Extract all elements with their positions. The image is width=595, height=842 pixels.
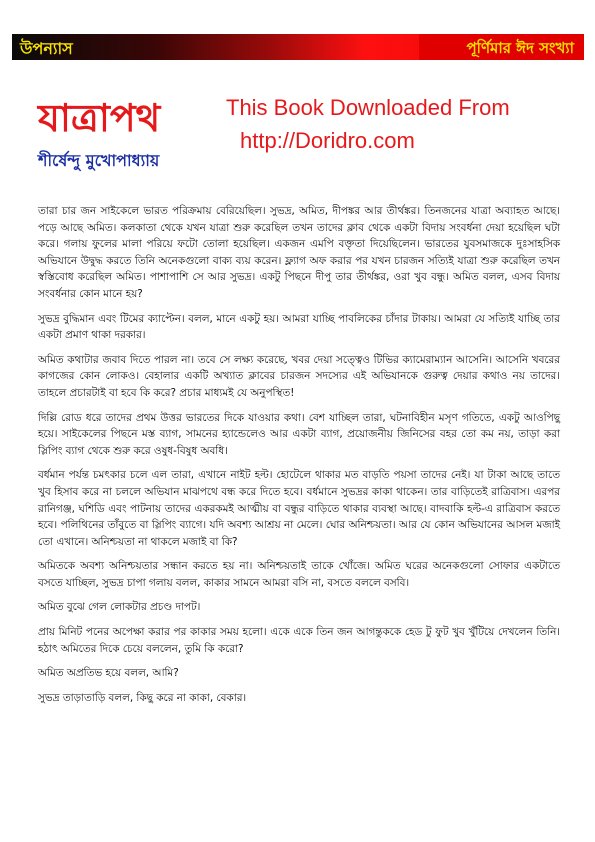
paragraph: সুভদ্র তাড়াতাড়ি বলল, কিছু করে না কাকা, বেকার।: [38, 691, 247, 704]
author-name: শীর্ষেন্দু মুখোপাধ্যায়: [38, 151, 160, 170]
paragraph: প্রায় মিনিট পনের অপেক্ষা করার পর কাকার সময় হলো। একে একে তিন জন আগন্তুককে হেড টু ফুট খুব খুঁটিয়ে দেখলেন তিনি। হঠাৎ অমিতের দিকে চেয়ে বললেন, তুমি কি করো?: [38, 626, 560, 655]
paragraph: অমিত বুঝে গেল লোকটার প্রচণ্ড দাপট।: [38, 601, 201, 614]
story-body: [38, 203, 560, 714]
paragraph: তারা চার জন সাইকেলে ভারত পরিক্রমায় বেরিয়েছিল। সুভদ্র, অমিত, দীপঙ্কর আর তীর্থঙ্কর। তিনজনের যাত্রা অব্যাহত আছে। পড়ে আছে অমিত। কলকাতা থেকে যখন যাত্রা শুরু করেছিল তখন তাদের ক্লাব থেকে একটা বিদায় সংবর্ধনা দেয়া হয়েছিল ঘটা করে। গলায় ফুলের মালা পরিয়ে ফটো তোলা হয়েছিল। একজন এমপি বক্তৃতা দিয়েছিলেন। ভারতের যুবসমাজকে দুঃসাহসিক অভিযানে উদ্বুদ্ধ করতে তিনি অনেকগুলো বাক্য ব্যয় করেন। ফ্ল্যাগ অফ করার পর যখন চারজন সত্যিই যাত্রা শুরু করেছিল তখন স্বস্তিবোধ করেছিল অমিত। পাশাপাশি সে আর সুভদ্র। একটু পিছনে দীপু তার তীর্থঙ্কর, ওরা খুব বন্ধু। অমিত বলল, এসব বিদায় সংবর্ধনার কোন মানে হয়?: [38, 205, 560, 300]
issue-label-box: [419, 34, 584, 60]
paragraph: সুভদ্র বুদ্ধিমান এবং টিমের ক্যাপ্টেন। বলল, মানে একটু হয়। আমরা যাচ্ছি পাবলিকের চাঁদার টাকায়। আমরা যে সত্যিই যাচ্ছি তার একটা প্রমাণ থাকা দরকার।: [38, 312, 560, 342]
section-banner: [12, 34, 584, 60]
section-label: উপন্যাস: [20, 39, 73, 58]
story-title: যাত্রাপথ: [38, 96, 161, 140]
paragraph: অমিত কথাটার জবাব দিতে পারল না। তবে সে লক্ষ্য করেছে, খবর দেয়া সত্ত্বেও টিভির ক্যামেরাম্যান আসেনি। আসেনি খবরের কাগজের কোন লোকও। বেহালার একটি অখ্যাত ক্লাবের চারজন সদস্যের এই অভিযানকে গুরুত্ব দেয়ার কথাও নয় তাদের। তাহলে প্রচারটাই বা হবে কি করে? প্রচার মাধ্যমই যে অনুপস্থিত!: [38, 353, 560, 399]
download-notice: This Book Downloaded From: [226, 95, 510, 120]
paragraph: দিল্লি রোড ধরে তাদের প্রথম উত্তর ভারতের দিকে যাওয়ার কথা। বেশ যাচ্ছিল তারা, ঘটনাবিহীন মসৃণ গতিতে, একটু আওপিছু হয়ে। সাইকেলের পিছনে মস্ত ব্যাগ, সামনের হ্যান্ডেলেও আর একটা ব্যাগ, প্রয়োজনীয় জিনিসের বহর তো কম নয়, তাড়া করা স্লিপিং ব্যাগ থেকে শুরু করে ওষুধ-বিষুধ অবধি।: [38, 411, 560, 457]
paragraph: অমিতকে অবশ্য অনিশ্চয়তার সন্ধান করতে হয় না। অনিশ্চয়তাই তাকে খোঁজে। অমিত ঘরের অনেকগুলো সোফার একটাতে বসতে যাচ্ছিল, সুভদ্র চাপা গলায় বলল, কাকার সামনে আমরা বসি না, বসতে বললে বসবি।: [38, 560, 560, 589]
download-url-link[interactable]: http://Doridro.com: [240, 128, 415, 153]
issue-label: পূর্ণিমার ঈদ সংখ্যা: [466, 39, 574, 57]
paragraph: বর্ধমান পর্যন্ত চমৎকার চলে এল তারা, এখানে নাইট হল্ট। হোটেলে থাকার মত বাড়তি পয়সা তাদের নেই। যা টাকা আছে তাতে খুব হিসাব করে না চললে অভিযান মাঝপথে বন্ধ করে দিতে হবে। বর্ধমানে সুভদ্রর কাকা থাকেন। তার বাড়িতেই রাত্রিবাস। এরপর রানিগঞ্জ, ঘশিডি এবং পাটনায় তাদের একরকমই আত্মীয় বা বন্ধুর বাড়িতে থাকার ব্যবস্থা আছে। বাদবাকি হল্ট-এ রাত্রিবাস করতে হবে। পলিথিনের তাঁবুতে বা স্লিপিং ব্যাগে। যদি অবশ্য আশ্রয় না মেলে। ঘোর অনিশ্চয়তা। আর যে কোন অভিযানের আসল মজাই তো এখানে। অনিশ্চয়তা না থাকলে মজাই বা কি?: [38, 469, 560, 548]
paragraph: অমিত অপ্রতিভ হয়ে বলল, আমি?: [38, 667, 179, 680]
